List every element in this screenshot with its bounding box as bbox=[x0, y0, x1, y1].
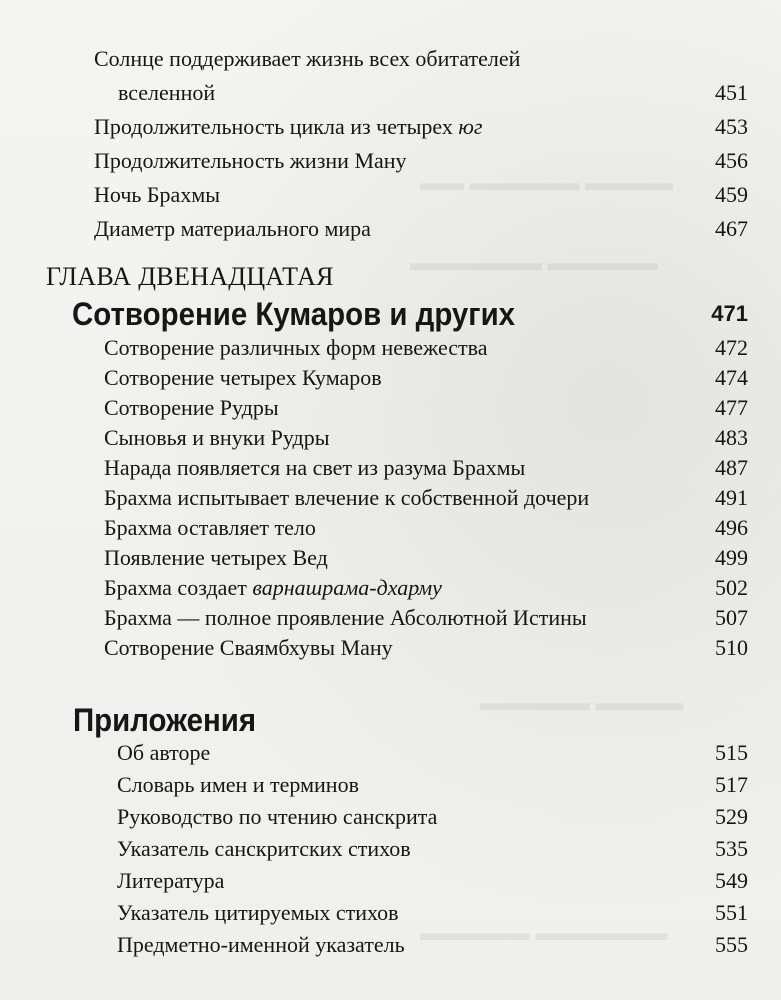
toc-entry[interactable] bbox=[0, 770, 781, 800]
entry-page-number: 502 bbox=[715, 575, 748, 600]
entry-title: Брахма — полное проявление Абсолютной Истины bbox=[104, 605, 587, 630]
toc-entry[interactable] bbox=[0, 834, 781, 864]
show-through-decoration: ▬▬▬▬▬▬ ▬▬▬▬▬ bbox=[420, 920, 668, 945]
toc-entry[interactable] bbox=[0, 214, 781, 244]
toc-entry[interactable] bbox=[0, 513, 781, 543]
entry-title: Продолжительность жизни Ману bbox=[94, 148, 407, 173]
entry-title: Сотворение Сваямбхувы Ману bbox=[104, 635, 393, 660]
entry-title: Сотворение различных форм невежества bbox=[104, 335, 488, 360]
show-through-decoration: ▬▬▬▬▬ ▬▬▬▬▬▬ bbox=[410, 250, 658, 275]
entry-title: вселенной bbox=[118, 80, 216, 105]
entry-page-number: 487 bbox=[715, 455, 748, 480]
entry-title: Литература bbox=[117, 868, 225, 893]
toc-entry[interactable] bbox=[0, 866, 781, 896]
entry-title: Словарь имен и терминов bbox=[117, 772, 359, 797]
toc-entry[interactable] bbox=[0, 78, 781, 108]
entry-title: Указатель цитируемых стихов bbox=[117, 900, 399, 925]
chapter-label: ГЛАВА ДВЕНАДЦАТАЯ bbox=[46, 262, 334, 291]
entry-page-number: 555 bbox=[715, 932, 748, 957]
entry-title-text: Брахма создает bbox=[104, 575, 253, 600]
toc-entry[interactable] bbox=[0, 738, 781, 768]
entry-page-number: 507 bbox=[715, 605, 748, 630]
entry-title: Об авторе bbox=[117, 740, 211, 765]
entry-title: Сотворение Рудры bbox=[104, 395, 279, 420]
entry-page-number: 477 bbox=[715, 395, 748, 420]
entry-title: Сотворение четырех Кумаров bbox=[104, 365, 382, 390]
toc-entry[interactable] bbox=[0, 453, 781, 483]
entry-page-number: 453 bbox=[715, 114, 748, 139]
entry-title-italic: юг bbox=[458, 114, 483, 139]
show-through-decoration: ▬▬▬▬ ▬▬▬▬▬ bbox=[480, 690, 684, 715]
toc-entry[interactable] bbox=[0, 898, 781, 928]
toc-entry[interactable] bbox=[0, 393, 781, 423]
entry-title-text: Продолжительность цикла из четырех bbox=[94, 114, 459, 139]
entry-title: Сыновья и внуки Рудры bbox=[104, 425, 330, 450]
entry-page-number: 529 bbox=[715, 804, 748, 829]
toc-entry[interactable] bbox=[0, 44, 781, 74]
entry-page-number: 474 bbox=[715, 365, 748, 390]
show-through-decoration: ▬▬▬▬ ▬▬▬▬▬ ▬▬ bbox=[420, 170, 673, 195]
entry-page-number: 517 bbox=[715, 772, 748, 797]
entry-page-number: 515 bbox=[715, 740, 748, 765]
toc-entry[interactable] bbox=[0, 112, 781, 142]
entry-page-number: 535 bbox=[715, 836, 748, 861]
entry-title: Ночь Брахмы bbox=[94, 182, 221, 207]
entry-page-number: 467 bbox=[715, 216, 748, 241]
toc-entry[interactable] bbox=[0, 180, 781, 210]
entry-title: Руководство по чтению санскрита bbox=[117, 804, 438, 829]
appendix-title[interactable]: Приложения bbox=[73, 702, 257, 738]
toc-entry[interactable] bbox=[0, 423, 781, 453]
toc-entry[interactable] bbox=[0, 333, 781, 363]
entry-page-number: 459 bbox=[715, 182, 748, 207]
toc-entry[interactable] bbox=[0, 543, 781, 573]
toc-entry[interactable] bbox=[0, 573, 781, 603]
entry-page-number: 496 bbox=[715, 515, 748, 540]
entry-title: Брахма испытывает влечение к собственной дочери bbox=[104, 485, 590, 510]
entry-page-number: 549 bbox=[715, 868, 748, 893]
entry-title: Брахма оставляет тело bbox=[104, 515, 316, 540]
chapter-title[interactable]: Сотворение Кумаров и других bbox=[72, 296, 516, 332]
entry-title-italic: варнашрама-дхарму bbox=[252, 575, 442, 600]
entry-title: Солнце поддерживает жизнь всех обитателей bbox=[94, 46, 521, 71]
entry-page-number: 456 bbox=[715, 148, 748, 173]
entry-page-number: 483 bbox=[715, 425, 748, 450]
chapter-page-number: 471 bbox=[711, 301, 748, 326]
entry-title: Предметно-именной указатель bbox=[117, 932, 405, 957]
entry-page-number: 499 bbox=[715, 545, 748, 570]
toc-entry[interactable] bbox=[0, 802, 781, 832]
toc-entry[interactable] bbox=[0, 146, 781, 176]
entry-page-number: 491 bbox=[715, 485, 748, 510]
entry-title bbox=[94, 112, 482, 142]
entry-page-number: 551 bbox=[715, 900, 748, 925]
entry-title: Нарада появляется на свет из разума Брахмы bbox=[104, 455, 526, 480]
entry-title bbox=[104, 573, 442, 603]
toc-entry[interactable] bbox=[0, 930, 781, 960]
entry-page-number: 451 bbox=[715, 80, 748, 105]
entry-page-number: 472 bbox=[715, 335, 748, 360]
toc-entry[interactable] bbox=[0, 633, 781, 663]
entry-title: Указатель санскритских стихов bbox=[117, 836, 411, 861]
entry-page-number: 510 bbox=[715, 635, 748, 660]
entry-title: Диаметр материального мира bbox=[94, 216, 371, 241]
toc-entry[interactable] bbox=[0, 483, 781, 513]
entry-title: Появление четырех Вед bbox=[104, 545, 328, 570]
toc-entry[interactable] bbox=[0, 603, 781, 633]
toc-entry[interactable] bbox=[0, 363, 781, 393]
